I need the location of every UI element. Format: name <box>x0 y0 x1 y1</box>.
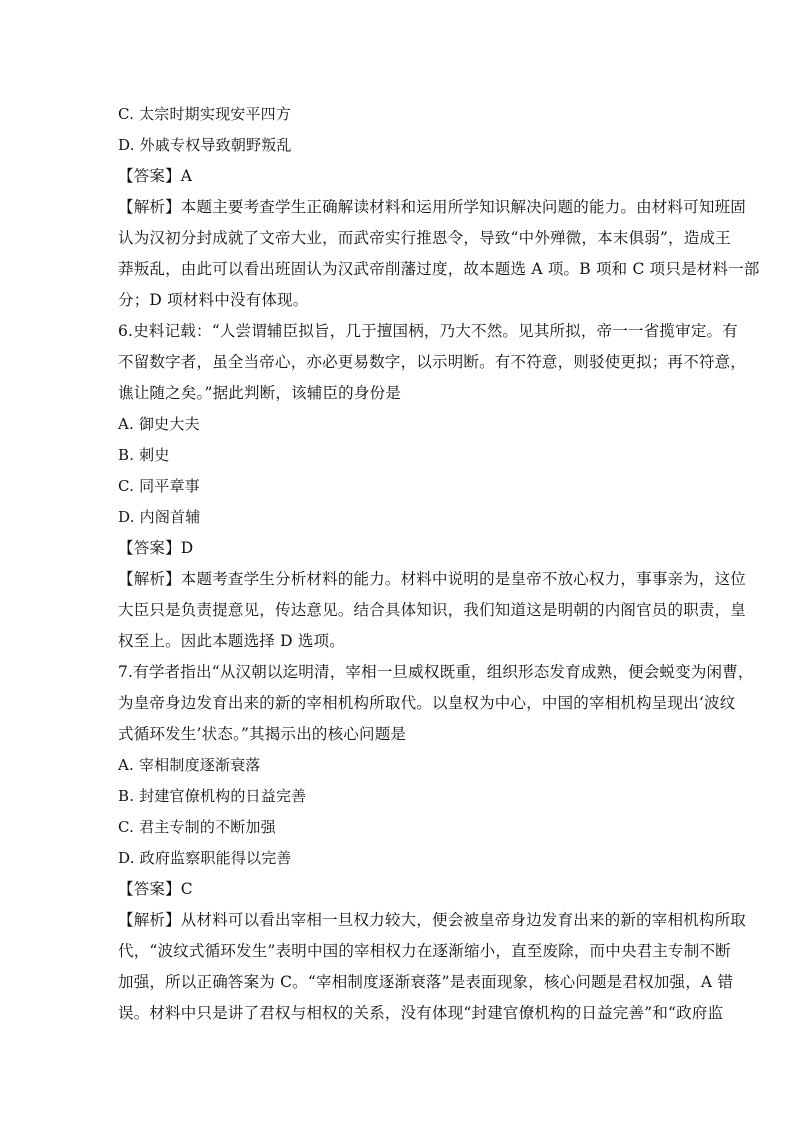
option-d-q7: D. 政府监察职能得以完善 <box>118 849 292 867</box>
option-c-q7: C. 君主专制的不断加强 <box>118 818 276 836</box>
question-7-line3: 式循环发生’状态。”其揭示出的核心问题是 <box>118 725 407 743</box>
option-c-q6: C. 同平章事 <box>118 477 200 495</box>
analysis-q7-line1: 【解析】从材料可以看出宰相一旦权力较大，便会被皇帝身边发育出来的新的宰相机构所取 <box>118 911 747 929</box>
analysis-q7-line2: 代，“波纹式循环发生”表明中国的宰相权力在逐渐缩小，直至废除，而中央君主专制不断 <box>118 942 731 960</box>
option-c-q5: C. 太宗时期实现安平四方 <box>118 105 292 123</box>
option-b-q6: B. 刺史 <box>118 446 170 464</box>
analysis-q5-line4: 分；D 项材料中没有体现。 <box>118 291 309 309</box>
analysis-q6-line2: 大臣只是负责提意见，传达意见。结合具体知识，我们知道这是明朝的内阁官员的职责，皇 <box>118 601 747 619</box>
option-a-q7: A. 宰相制度逐渐衰落 <box>118 756 261 774</box>
option-b-q7: B. 封建官僚机构的日益完善 <box>118 787 307 805</box>
option-a-q6: A. 御史大夫 <box>118 415 200 433</box>
analysis-q5-line2: 认为汉初分封成就了文帝大业，而武帝实行推恩令，导致“中外殚微，本末俱弱”，造成王 <box>118 229 731 247</box>
option-d-q6: D. 内阁首辅 <box>118 508 201 526</box>
analysis-q5-line3: 莽叛乱，由此可以看出班固认为汉武帝削藩过度，故本题选 A 项。B 项和 C 项只是材料一部 <box>118 260 760 278</box>
question-7-line1: 7.有学者指出“从汉朝以迄明清，宰相一旦威权既重，组织形态发育成熟，便会蜕变为闲曹， <box>118 663 754 681</box>
question-6-line2: 不留数字者，虽全当帝心，亦必更易数字，以示明断。有不符意，则驳使更拟；再不符意， <box>118 353 747 371</box>
option-d-q5: D. 外戚专权导致朝野叛乱 <box>118 136 292 154</box>
analysis-q5-line1: 【解析】本题主要考查学生正确解读材料和运用所学知识解决问题的能力。由材料可知班固 <box>118 198 747 216</box>
answer-q5: 【答案】A <box>118 167 193 185</box>
answer-q7: 【答案】C <box>118 880 193 898</box>
analysis-q7-line4: 误。材料中只是讲了君权与相权的关系，没有体现“封建官僚机构的日益完善”和“政府监 <box>118 1004 724 1022</box>
analysis-q6-line1: 【解析】本题考查学生分析材料的能力。材料中说明的是皇帝不放心权力，事事亲为，这位 <box>118 570 747 588</box>
answer-q6: 【答案】D <box>118 539 194 557</box>
question-6-line3: 谯让随之矣。”据此判断，该辅臣的身份是 <box>118 384 401 402</box>
analysis-q6-line3: 权至上。因此本题选择 D 选项。 <box>118 632 345 650</box>
question-7-line2: 为皇帝身边发育出来的新的宰相机构所取代。以皇权为中心，中国的宰相机构呈现出‘波纹 <box>118 694 736 712</box>
question-6-line1: 6.史料记载：“人尝谓辅臣拟旨，几于擅国柄，乃大不然。见其所拟，帝一一省揽审定。有 <box>118 322 738 340</box>
analysis-q7-line3: 加强，所以正确答案为 C。“宰相制度逐渐衰落”是表面现象，核心问题是君权加强，A 错 <box>118 973 734 991</box>
